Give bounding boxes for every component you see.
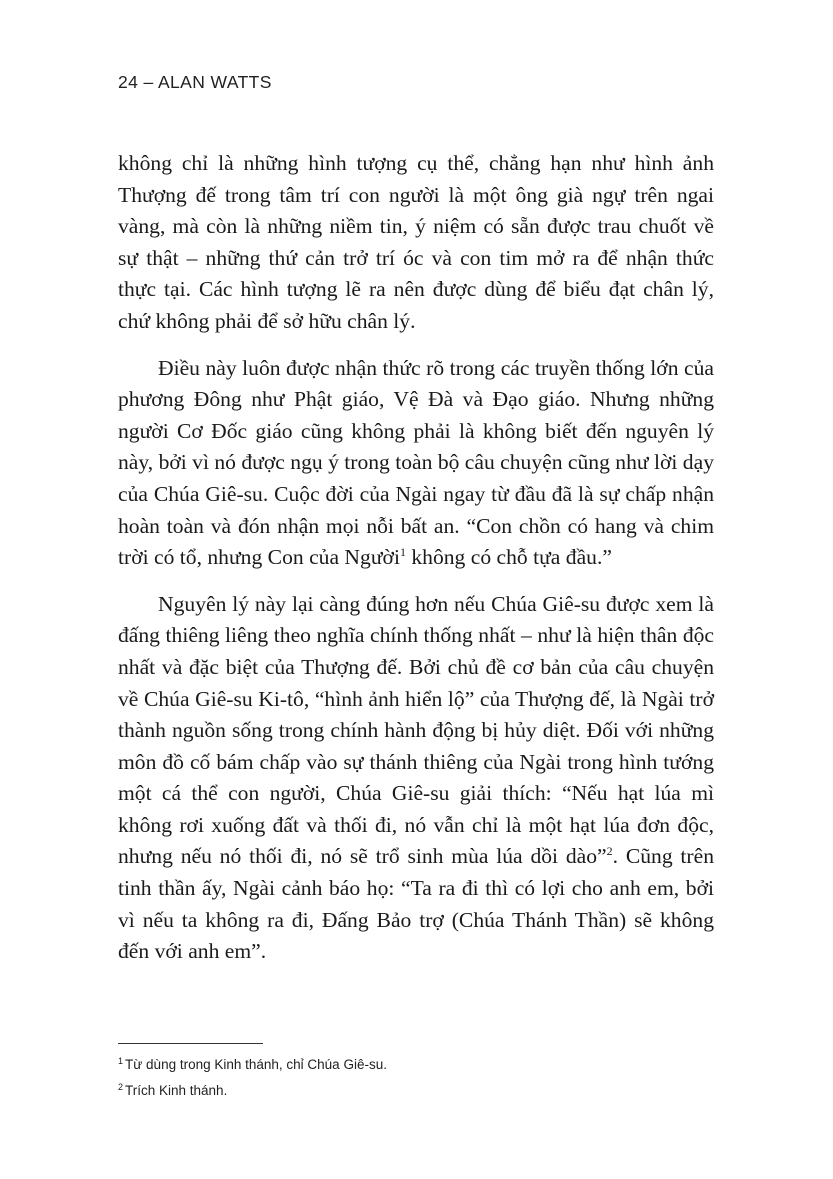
footnote-divider bbox=[118, 1043, 263, 1044]
paragraph-1-text: không chỉ là những hình tượng cụ thể, chẳng hạn như hình ảnh Thượng đế trong tâm trí con người là một ông già ngự trên ngai vàng, mà còn là những niềm tin, ý niệm có sẵn được trau chuốt về sự thật – những thứ cản trở trí óc và con tim mở ra để nhận thức thực tại. Các hình tượng lẽ ra nên được dùng để biểu đạt chân lý, chứ không phải để sở hữu chân lý. bbox=[118, 151, 714, 333]
running-head bbox=[118, 72, 272, 93]
footnotes bbox=[118, 1052, 714, 1104]
footnote-1-text: Từ dùng trong Kinh thánh, chỉ Chúa Giê-su. bbox=[125, 1057, 387, 1072]
page-number: 24 bbox=[118, 72, 139, 92]
footnote-ref-2: 2 bbox=[606, 844, 613, 859]
footnote-ref-1: 1 bbox=[399, 545, 406, 560]
paragraph-2-text-b: không có chỗ tựa đầu.” bbox=[405, 545, 612, 570]
author-name: ALAN WATTS bbox=[157, 72, 272, 92]
footnote-1 bbox=[118, 1052, 714, 1078]
footnote-1-mark: 1 bbox=[118, 1056, 124, 1066]
paragraph-3-text-b: . Cũng trên tinh thần ấy, Ngài cảnh báo họ: “Ta ra đi thì có lợi cho anh em, bởi vì nếu ta không ra đi, Đấng Bảo trợ (Chúa Thánh Thần) sẽ không đến với anh em”. bbox=[118, 844, 715, 964]
footnote-2 bbox=[118, 1078, 714, 1104]
footnote-2-mark: 2 bbox=[118, 1082, 124, 1092]
body-text bbox=[118, 148, 714, 968]
paragraph-1 bbox=[118, 148, 714, 338]
header-separator: – bbox=[143, 72, 154, 92]
paragraph-2-text-a: Điều này luôn được nhận thức rõ trong các truyền thống lớn của phương Đông như Phật giáo, Vệ Đà và Đạo giáo. Nhưng những người Cơ Đốc giáo cũng không phải là không biết đến nguyên lý này, bởi vì nó được ngụ ý trong toàn bộ câu chuyện cũng như lời dạy của Chúa Giê-su. Cuộc đời của Ngài ngay từ đầu đã là sự chấp nhận hoàn toàn và đón nhận mọi nỗi bất an. “Con chồn có hang và chim trời có tổ, nhưng Con của Người bbox=[118, 355, 714, 570]
paragraph-2 bbox=[118, 353, 714, 574]
paragraph-3 bbox=[118, 589, 714, 968]
footnote-2-text: Trích Kinh thánh. bbox=[125, 1083, 228, 1098]
paragraph-3-text-a: Nguyên lý này lại càng đúng hơn nếu Chúa Giê-su được xem là đấng thiêng liêng theo nghĩa chính thống nhất – như là hiện thân độc nhất và đặc biệt của Thượng đế. Bởi chủ đề cơ bản của câu chuyện về Chúa Giê-su Ki-tô, “hình ảnh hiển lộ” của Thượng đế, là Ngài trở thành nguồn sống trong chính hành động bị hủy diệt. Đối với những môn đồ cố bám chấp vào sự thánh thiêng của Ngài trong hình tướng một cá thể con người, Chúa Giê-su giải thích: “Nếu hạt lúa mì không rơi xuống đất và thối đi, nó vẫn chỉ là một hạt lúa đơn độc, nhưng nếu nó thối đi, nó sẽ trổ sinh mùa lúa dồi dào” bbox=[118, 591, 714, 869]
